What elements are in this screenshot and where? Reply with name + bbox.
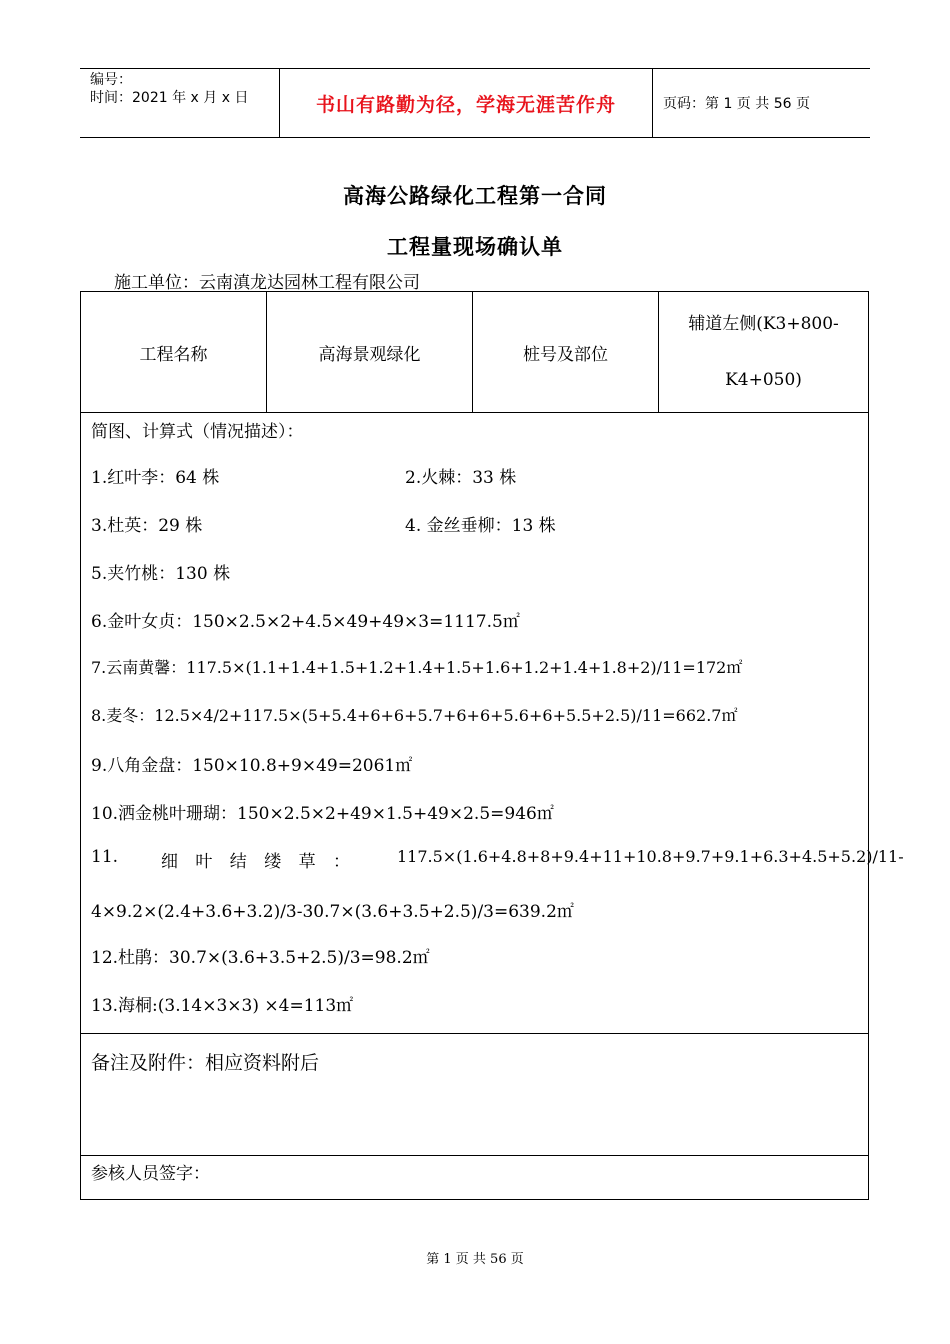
calc-item-4: 4. 金丝垂柳：13 株	[405, 516, 556, 536]
calc-item-12: 12.杜鹃：30.7×(3.6+3.5+2.5)/3=98.2㎡	[91, 948, 430, 968]
header-motto: 书山有路勤为径，学海无涯苦作舟	[280, 69, 653, 137]
confirmation-table	[80, 291, 904, 1200]
calc-item-9: 9.八角金盘：150×10.8+9×49=2061㎡	[91, 756, 413, 776]
project-name-label: 工程名称	[81, 292, 267, 412]
construction-unit: 施工单位：云南滇龙达园林工程有限公司	[114, 273, 420, 293]
station-value	[659, 292, 868, 412]
calc-item-5: 5.夹竹桃：130 株	[91, 564, 231, 584]
calc-item-11-formula-b: 4×9.2×(2.4+3.6+3.2)/3-30.7×(3.6+3.5+2.5)/3=639.2㎡	[91, 902, 574, 922]
remarks-text: 备注及附件：相应资料附后	[91, 1052, 320, 1074]
time-label: 时间：2021 年 x 月 x 日	[90, 90, 249, 106]
page-footer: 第 1 页 共 56 页	[426, 1252, 524, 1267]
calc-item-8: 8.麦冬：12.5×4/2+117.5×(5+5.4+6+6+5.7+6+6+5.6+6+5.5+2.5)/11=662.7㎡	[91, 706, 738, 725]
calc-item-1: 1.红叶李：64 株	[91, 468, 220, 488]
calc-item-11-number: 11.	[91, 847, 119, 867]
serial-label: 编号：	[90, 72, 132, 88]
station-value-line2: K4+050)	[725, 370, 802, 390]
calc-item-3: 3.杜英：29 株	[91, 516, 203, 536]
page-header	[80, 68, 870, 138]
document-title: 高海公路绿化工程第一合同	[343, 183, 607, 208]
document-subtitle: 工程量现场确认单	[387, 234, 563, 259]
info-row	[81, 292, 868, 413]
calc-item-7: 7.云南黄馨：117.5×(1.1+1.4+1.5+1.2+1.4+1.5+1.6+1.2+1.4+1.8+2)/11=172㎡	[91, 658, 743, 677]
calc-item-10: 10.洒金桃叶珊瑚：150×2.5×2+49×1.5+49×2.5=946㎡	[91, 804, 554, 824]
calc-item-2: 2.火棘：33 株	[405, 468, 517, 488]
calc-item-11-name: 细 叶 结 缕 草 ：	[161, 852, 351, 872]
header-meta	[80, 69, 280, 137]
calc-heading: 简图、计算式（情况描述）：	[91, 422, 304, 442]
signature-label: 参核人员签字：	[91, 1164, 210, 1184]
project-name-value: 高海景观绿化	[267, 292, 473, 412]
station-label: 桩号及部位	[473, 292, 659, 412]
station-value-line1: 辅道左侧(K3+800-	[688, 314, 839, 334]
calc-item-6: 6.金叶女贞：150×2.5×2+4.5×49+49×3=1117.5㎡	[91, 612, 520, 632]
calc-item-11-formula-a: 117.5×(1.6+4.8+8+9.4+11+10.8+9.7+9.1+6.3+4.5+5.2)/11-	[397, 847, 904, 866]
calc-item-13: 13.海桐:(3.14×3×3) ×4=113㎡	[91, 996, 354, 1016]
remarks-section	[81, 1034, 868, 1156]
calculation-section	[81, 413, 904, 1034]
header-page-code: 页码：第 1 页 共 56 页	[663, 96, 810, 112]
